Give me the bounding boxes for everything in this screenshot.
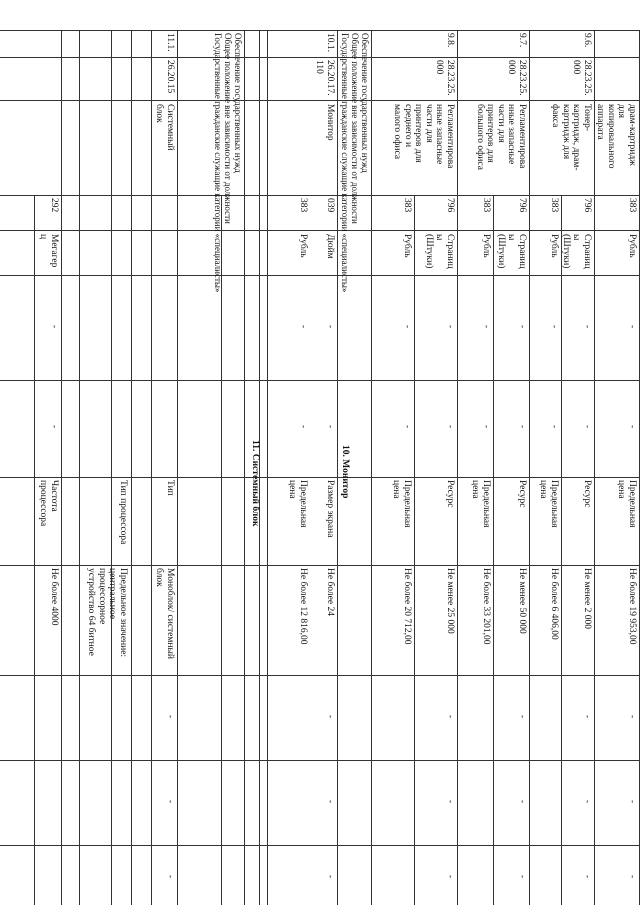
column-line xyxy=(0,380,640,381)
section-11-group-2: Общее положение вне зависимости от должности xyxy=(223,33,233,224)
cell-okei: 383 xyxy=(402,198,412,213)
cell-unit: Рубль xyxy=(481,234,491,258)
cell-dash: - xyxy=(582,800,592,804)
cell-name: Системный блок xyxy=(154,104,175,151)
column-line xyxy=(0,565,640,566)
row-line xyxy=(61,30,62,905)
section-10-group-2: Общее положение вне зависимости от должности xyxy=(350,33,360,224)
cell-value: Не менее 25 000 xyxy=(445,568,455,634)
cell-dash: - xyxy=(481,325,491,329)
cell-dash: - xyxy=(445,425,455,429)
cell-dash: - xyxy=(325,800,335,804)
cell-value: Не более 20 712,00 xyxy=(402,568,412,645)
cell-okei: 039 xyxy=(325,198,335,213)
cell-param: Частота процессора xyxy=(38,480,59,527)
column-line xyxy=(0,477,640,478)
cell-num: 10.1. xyxy=(325,33,335,52)
cell-value: Не более 24 xyxy=(325,568,335,616)
row-line xyxy=(529,30,530,905)
column-line xyxy=(0,57,640,58)
cell-num: 9.8. xyxy=(445,33,455,48)
cell-unit: Рубль xyxy=(549,234,559,258)
cell-value: Не более 19 953,00 xyxy=(627,568,637,645)
row-line xyxy=(457,30,458,905)
section-11-title: 11. Системный блок xyxy=(250,440,260,527)
cell-dash: - xyxy=(49,425,59,429)
cell-unit: Страниц ы (Штуки) xyxy=(496,234,527,269)
cell-dash: - xyxy=(298,425,308,429)
cell-param: Тип xyxy=(165,480,175,496)
cell-param: Ресурс xyxy=(445,480,455,508)
cell-dash: - xyxy=(445,715,455,719)
cell-param: Тип процессора xyxy=(118,480,128,545)
cell-unit: Рубль xyxy=(298,234,308,258)
cell-value: Не более 4000 xyxy=(49,568,59,626)
cell-dash: - xyxy=(325,325,335,329)
cell-dash: - xyxy=(402,325,412,329)
cell-dash: - xyxy=(517,875,527,879)
column-line xyxy=(0,760,640,761)
cell-dash: - xyxy=(481,425,491,429)
cell-dash: - xyxy=(549,425,559,429)
subrow-line xyxy=(221,195,222,905)
cell-dash: - xyxy=(517,325,527,329)
cell-code: 28.23.25. 000 xyxy=(434,60,455,96)
cell-param: Предельная цена xyxy=(616,480,637,528)
cell-dash: - xyxy=(49,325,59,329)
row-line xyxy=(151,30,152,905)
cell-num: 9.7. xyxy=(517,33,527,48)
cell-value: Не более 33 201,00 xyxy=(481,568,491,645)
cell-unit: Рубль xyxy=(627,234,637,258)
cell-param: Размер экрана xyxy=(325,480,335,538)
cell-dash: - xyxy=(582,715,592,719)
cell-num: 9.6. xyxy=(582,33,592,48)
section-11-group-3: Государственные гражданские служащие категории «специалисты» xyxy=(213,33,223,293)
column-line xyxy=(0,675,640,676)
cell-unit: Рубль xyxy=(402,234,412,258)
cell-num: 11.1. xyxy=(165,33,175,52)
section-10-group-3: Государственные гражданские служащие категории «специалисты» xyxy=(340,33,350,293)
row-line xyxy=(244,30,245,905)
cell-dash: - xyxy=(298,325,308,329)
cell-okei: 796 xyxy=(445,198,455,213)
cell-name: Монитор xyxy=(325,104,335,141)
cell-param: Ресурс xyxy=(582,480,592,508)
cell-okei: 383 xyxy=(627,198,637,213)
cell-code: 28.23.25. 000 xyxy=(571,60,592,96)
cell-unit: Дюйм xyxy=(325,234,335,259)
cell-code: 26.20.17. 110 xyxy=(314,60,335,96)
section-10-title: 10. Монитор xyxy=(340,445,350,499)
row-line xyxy=(337,30,338,905)
cell-value: Моноблок/ системный блок xyxy=(154,568,175,659)
cell-dash: - xyxy=(517,800,527,804)
cell-dash: - xyxy=(627,425,637,429)
cell-okei: 796 xyxy=(517,198,527,213)
column-line xyxy=(0,230,640,231)
cell-value: Не более 6 406,00 xyxy=(549,568,559,640)
cell-code: 26.20.15 xyxy=(165,60,175,94)
cell-value: Предельное значение: центральное процессорное устройство 64 битное xyxy=(86,568,128,658)
cell-okei: 292 xyxy=(49,198,59,213)
subrow-line xyxy=(34,195,35,905)
cell-okei: 383 xyxy=(549,198,559,213)
cell-dash: - xyxy=(445,800,455,804)
cell-unit: Страниц ы (Штуки) xyxy=(424,234,455,269)
cell-name: драм-картридж для копировального аппарата xyxy=(595,104,637,169)
cell-value: Не более 12 816,00 xyxy=(298,568,308,645)
row-line xyxy=(111,30,112,905)
cell-name: Регламентирова нные запасные части для принтеров для среднего и малого офиса xyxy=(392,104,455,169)
cell-dash: - xyxy=(325,875,335,879)
cell-dash: - xyxy=(627,800,637,804)
cell-dash: - xyxy=(445,875,455,879)
row-line xyxy=(177,30,178,905)
cell-param: Предельная цена xyxy=(287,480,308,528)
cell-param: Предельная цена xyxy=(470,480,491,528)
cell-dash: - xyxy=(627,325,637,329)
cell-dash: - xyxy=(325,425,335,429)
cell-dash: - xyxy=(325,715,335,719)
subrow-line xyxy=(561,195,562,905)
column-line xyxy=(0,845,640,846)
cell-dash: - xyxy=(165,715,175,719)
cell-dash: - xyxy=(445,325,455,329)
cell-dash: - xyxy=(165,875,175,879)
subrow-line xyxy=(414,195,415,905)
row-line xyxy=(79,30,80,905)
cell-unit: Мегагер ц xyxy=(38,234,59,268)
cell-code: 28.23.25. 000 xyxy=(506,60,527,96)
cell-dash: - xyxy=(627,715,637,719)
column-line xyxy=(0,100,640,101)
cell-dash: - xyxy=(517,715,527,719)
cell-dash: - xyxy=(582,425,592,429)
row-line xyxy=(371,30,372,905)
table-border-left xyxy=(0,30,640,31)
column-line xyxy=(0,275,640,276)
cell-value: Не менее 50 000 xyxy=(517,568,527,634)
cell-dash: - xyxy=(627,875,637,879)
cell-dash: - xyxy=(402,425,412,429)
cell-dash: - xyxy=(165,800,175,804)
cell-dash: - xyxy=(517,425,527,429)
section-10-group-1: Обеспечение государственных нужд xyxy=(360,33,370,173)
cell-param: Ресурс xyxy=(517,480,527,508)
cell-okei: 796 xyxy=(582,198,592,213)
subrow-line xyxy=(493,195,494,905)
row-line xyxy=(131,30,132,905)
cell-param: Предельная цена xyxy=(391,480,412,528)
row-line xyxy=(267,30,268,905)
cell-dash: - xyxy=(582,325,592,329)
cell-name: Регламентирова нные запасные части для принтеров для большого офиса xyxy=(475,104,527,170)
cell-dash: - xyxy=(549,325,559,329)
cell-value: Не менее 2 000 xyxy=(582,568,592,629)
cell-unit: Страниц ы (Штуки) xyxy=(561,234,592,269)
cell-dash: - xyxy=(582,875,592,879)
cell-okei: 383 xyxy=(298,198,308,213)
column-line xyxy=(0,195,640,196)
cell-name: Тонер- картридж, драм- картридж для факса xyxy=(550,104,592,171)
cell-param: Предельная цена xyxy=(538,480,559,528)
cell-okei: 383 xyxy=(481,198,491,213)
section-11-group-1: Обеспечение государственных нужд xyxy=(233,33,243,173)
